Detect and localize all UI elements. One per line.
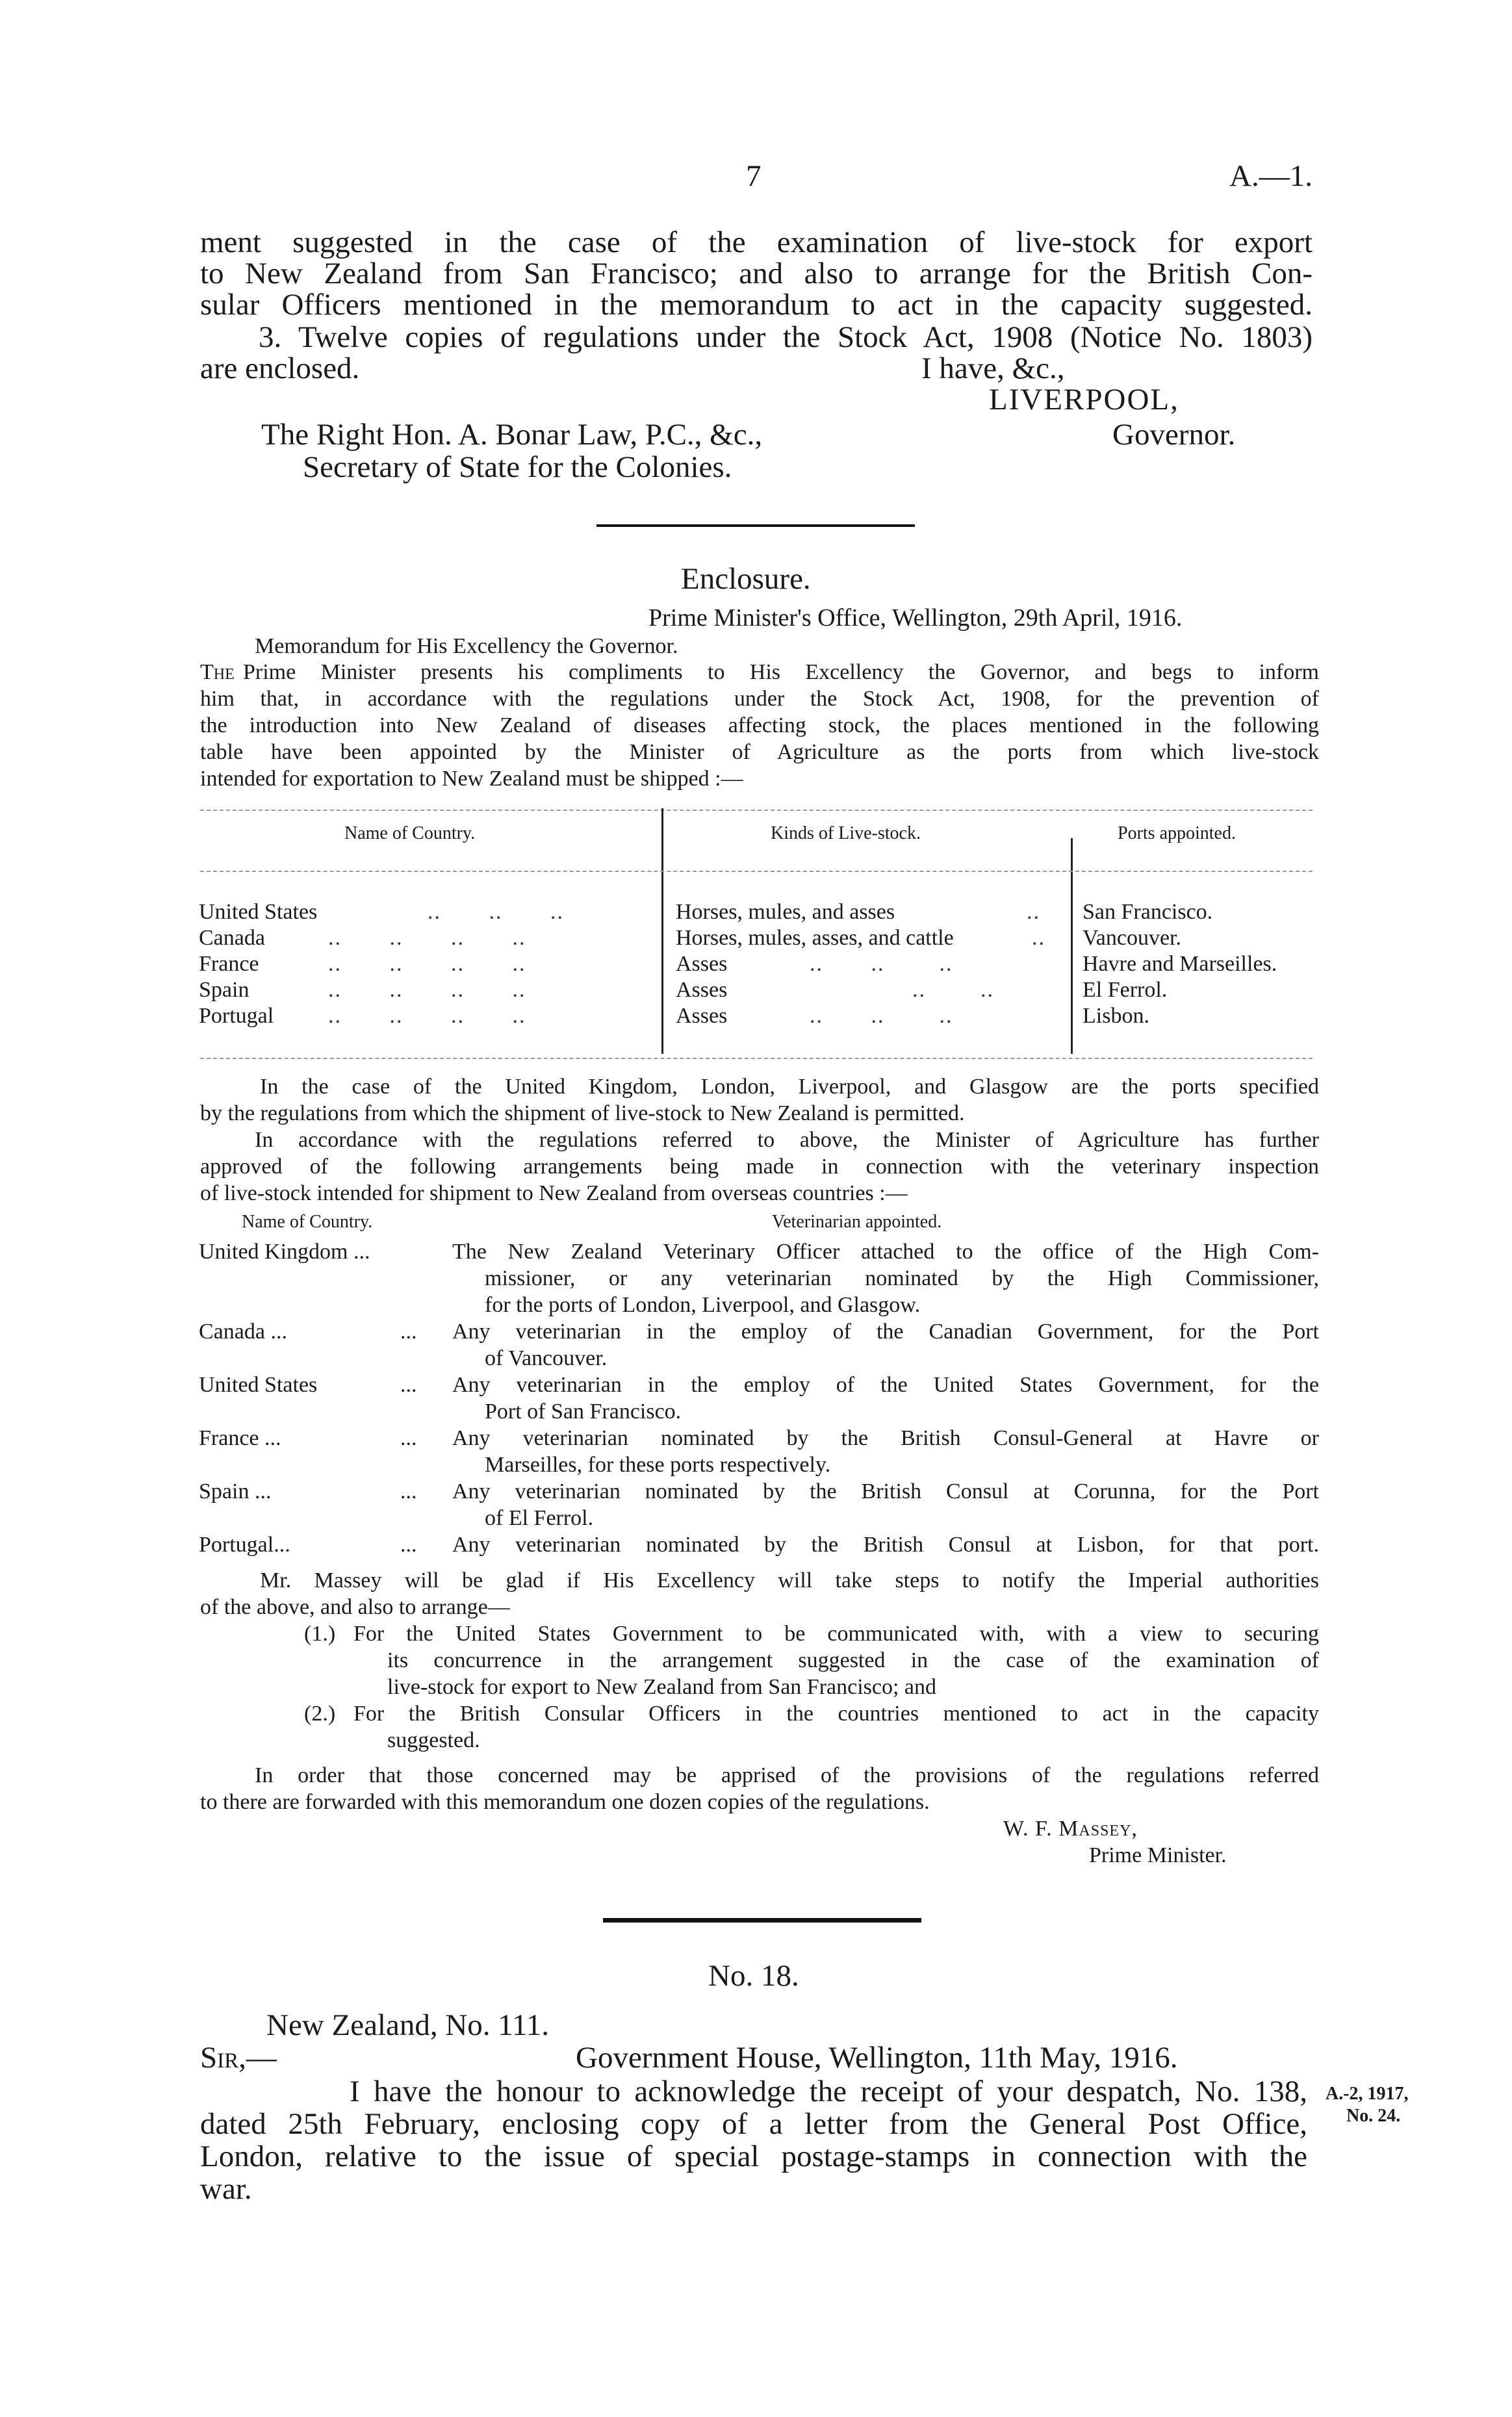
series-reference: A.—1.: [1229, 159, 1313, 193]
signer-title: Governor.: [1112, 418, 1236, 452]
leader-dots: ..: [1027, 900, 1040, 924]
vet-country: United Kingdom ...: [199, 1240, 370, 1264]
paragraph-3-end: are enclosed.: [200, 352, 360, 385]
vet-country: Portugal...: [199, 1533, 290, 1557]
item-2-line: For the British Consular Officers in the countries mentioned to act in the capacity: [353, 1702, 1319, 1726]
leader-dots: .. .. ..: [810, 1004, 953, 1028]
body-line: I have the honour to acknowledge the receipt of your despatch, No. 138,: [350, 2075, 1307, 2108]
cell-kinds: Asses: [676, 978, 728, 1002]
salutation: Sir,—: [200, 2041, 277, 2075]
cell-country: United States: [199, 900, 318, 924]
cell-port: Lisbon.: [1083, 1004, 1149, 1028]
item-1-line: For the United States Government to be communicated with, with a view to securing: [353, 1622, 1319, 1646]
leader-dots: ...: [400, 1479, 417, 1503]
cell-kinds: Horses, mules, asses, and cattle: [676, 926, 954, 950]
body-line: war.: [200, 2172, 252, 2206]
leader-dots: .. .. ..: [810, 952, 953, 976]
vet-line: Port of San Francisco.: [485, 1400, 682, 1424]
margin-reference: A.-2, 1917,: [1326, 2084, 1409, 2104]
table-bottom-rule: [200, 1058, 1313, 1059]
uk-note-line: by the regulations from which the shipment of live-stock to New Zealand is permitted.: [200, 1101, 965, 1125]
enclosure-heading: Enclosure.: [681, 562, 811, 596]
addressee-title: Secretary of State for the Colonies.: [303, 450, 732, 484]
cell-country: Canada: [199, 926, 265, 950]
cell-kinds: Horses, mules, and asses: [676, 900, 895, 924]
section-divider: [596, 524, 915, 527]
header-country: Name of Country.: [344, 823, 476, 843]
cell-port: San Francisco.: [1083, 900, 1213, 924]
cell-port: Vancouver.: [1083, 926, 1182, 950]
vet-intro-line: of live-stock intended for shipment to New Zealand from overseas countries :—: [200, 1181, 908, 1205]
cell-country: Portugal: [199, 1004, 274, 1028]
table-column-rule: [661, 808, 663, 1054]
addressee: The Right Hon. A. Bonar Law, P.C., &c.,: [261, 418, 763, 452]
office-date: Prime Minister's Office, Wellington, 29th April, 1916.: [648, 604, 1183, 632]
signature: W. F. Massey,: [1003, 1817, 1138, 1841]
massey-line: of the above, and also to arrange—: [200, 1595, 510, 1619]
vet-line: Any veterinarian in the employ of the United States Government, for the: [452, 1373, 1319, 1397]
vet-line: Any veterinarian nominated by the British Consul at Corunna, for the Port: [452, 1479, 1319, 1503]
letter-line: to New Zealand from San Francisco; and also to arrange for the British Con-: [200, 257, 1313, 290]
page-number: 7: [746, 159, 762, 193]
order-line: In order that those concerned may be apprised of the provisions of the regulations referred: [255, 1763, 1319, 1787]
leader-dots: .. .. .. ..: [328, 926, 526, 950]
intro-line: him that, in accordance with the regulations under the Stock Act, 1908, for the prevention of: [200, 687, 1319, 711]
vet-intro-line: In accordance with the regulations referred to above, the Minister of Agriculture has further: [255, 1128, 1319, 1152]
uk-note-line: In the case of the United Kingdom, London, Liverpool, and Glasgow are the ports specified: [260, 1075, 1319, 1099]
table-header-rule: [200, 871, 1313, 872]
vet-line: Marseilles, for these ports respectively.: [485, 1453, 831, 1477]
vet-line: of El Ferrol.: [485, 1506, 594, 1530]
place-date: Government House, Wellington, 11th May, 1916.: [576, 2041, 1178, 2075]
item-2-label: (2.): [304, 1702, 336, 1726]
cell-country: France: [199, 952, 259, 976]
leader-dots: ...: [400, 1320, 417, 1344]
vet-country: Canada ...: [199, 1320, 287, 1344]
vet-line: of Vancouver.: [485, 1346, 608, 1370]
item-2-line: suggested.: [387, 1728, 480, 1752]
vet-line: missioner, or any veterinarian nominated by the High Commissioner,: [485, 1266, 1319, 1290]
document-number: No. 18.: [708, 1959, 799, 1993]
vet-intro-line: approved of the following arrangements being made in connection with the veterinary inspection: [200, 1155, 1319, 1179]
leader-dots: ...: [400, 1373, 417, 1397]
leader-dots: .. .. .. ..: [328, 1004, 526, 1028]
table-top-rule: [200, 810, 1313, 811]
leader-dots: .. .. ..: [428, 900, 564, 924]
vet-header-country: Name of Country.: [242, 1212, 373, 1232]
cell-kinds: Asses: [676, 1004, 728, 1028]
paragraph-3: 3. Twelve copies of regulations under the Stock Act, 1908 (Notice No. 1803): [259, 320, 1313, 354]
intro-line: Prime Minister presents his compliments to His Excellency the Governor, and begs to inform: [243, 660, 1319, 684]
despatch-reference: New Zealand, No. 111.: [266, 2008, 550, 2042]
leader-dots: .. .. .. ..: [328, 952, 526, 976]
vet-line: Any veterinarian nominated by the British Consul at Lisbon, for that port.: [452, 1533, 1319, 1557]
leader-dots: ...: [400, 1426, 417, 1450]
leader-dots: ...: [400, 1533, 417, 1557]
intro-line: table have been appointed by the Minister of Agriculture as the ports from which live-stock: [200, 740, 1319, 764]
leader-dots: .. .. .. ..: [328, 978, 526, 1002]
leader-dots: .. ..: [912, 978, 994, 1002]
vet-header-appointed: Veterinarian appointed.: [772, 1212, 942, 1232]
vet-line: Any veterinarian in the employ of the Canadian Government, for the Port: [452, 1320, 1319, 1344]
letter-line: sular Officers mentioned in the memorandum to act in the capacity suggested.: [200, 288, 1313, 322]
item-1-line: live-stock for export to New Zealand from San Francisco; and: [387, 1675, 937, 1699]
item-1-label: (1.): [304, 1622, 336, 1646]
body-line: dated 25th February, enclosing copy of a letter from the General Post Office,: [200, 2107, 1307, 2141]
order-line: to there are forwarded with this memorandum one dozen copies of the regulations.: [200, 1790, 930, 1814]
letter-line: ment suggested in the case of the examination of live-stock for export: [200, 225, 1313, 259]
body-line: London, relative to the issue of special postage-stamps in connection with the: [200, 2140, 1307, 2173]
intro-line: the introduction into New Zealand of diseases affecting stock, the places mentioned in the following: [200, 713, 1319, 737]
vet-country: France ...: [199, 1426, 281, 1450]
cell-port: Havre and Marseilles.: [1083, 952, 1277, 976]
closing: I have, &c.,: [921, 352, 1065, 385]
intro-lead: The: [200, 660, 235, 684]
vet-line: for the ports of London, Liverpool, and Glasgow.: [485, 1293, 921, 1317]
vet-line: The New Zealand Veterinary Officer attached to the office of the High Com-: [452, 1240, 1319, 1264]
signature-title: Prime Minister.: [1089, 1843, 1227, 1867]
massey-line: Mr. Massey will be glad if His Excellency will take steps to notify the Imperial authorities: [260, 1568, 1319, 1592]
memo-recipient: Memorandum for His Excellency the Governor.: [255, 634, 678, 658]
vet-country: United States: [199, 1373, 318, 1397]
header-ports: Ports appointed.: [1118, 823, 1236, 843]
item-1-line: its concurrence in the arrangement suggested in the case of the examination of: [387, 1648, 1319, 1672]
cell-country: Spain: [199, 978, 250, 1002]
vet-country: Spain ...: [199, 1479, 272, 1503]
cell-kinds: Asses: [676, 952, 728, 976]
vet-line: Any veterinarian nominated by the British Consul-General at Havre or: [452, 1426, 1319, 1450]
leader-dots: ..: [1032, 926, 1045, 950]
intro-line: intended for exportation to New Zealand must be shipped :—: [200, 767, 743, 791]
header-kinds: Kinds of Live-stock.: [771, 823, 921, 843]
cell-port: El Ferrol.: [1083, 978, 1168, 1002]
signer: LIVERPOOL,: [989, 383, 1179, 416]
margin-reference: No. 24.: [1346, 2106, 1401, 2126]
section-divider: [603, 1918, 921, 1923]
